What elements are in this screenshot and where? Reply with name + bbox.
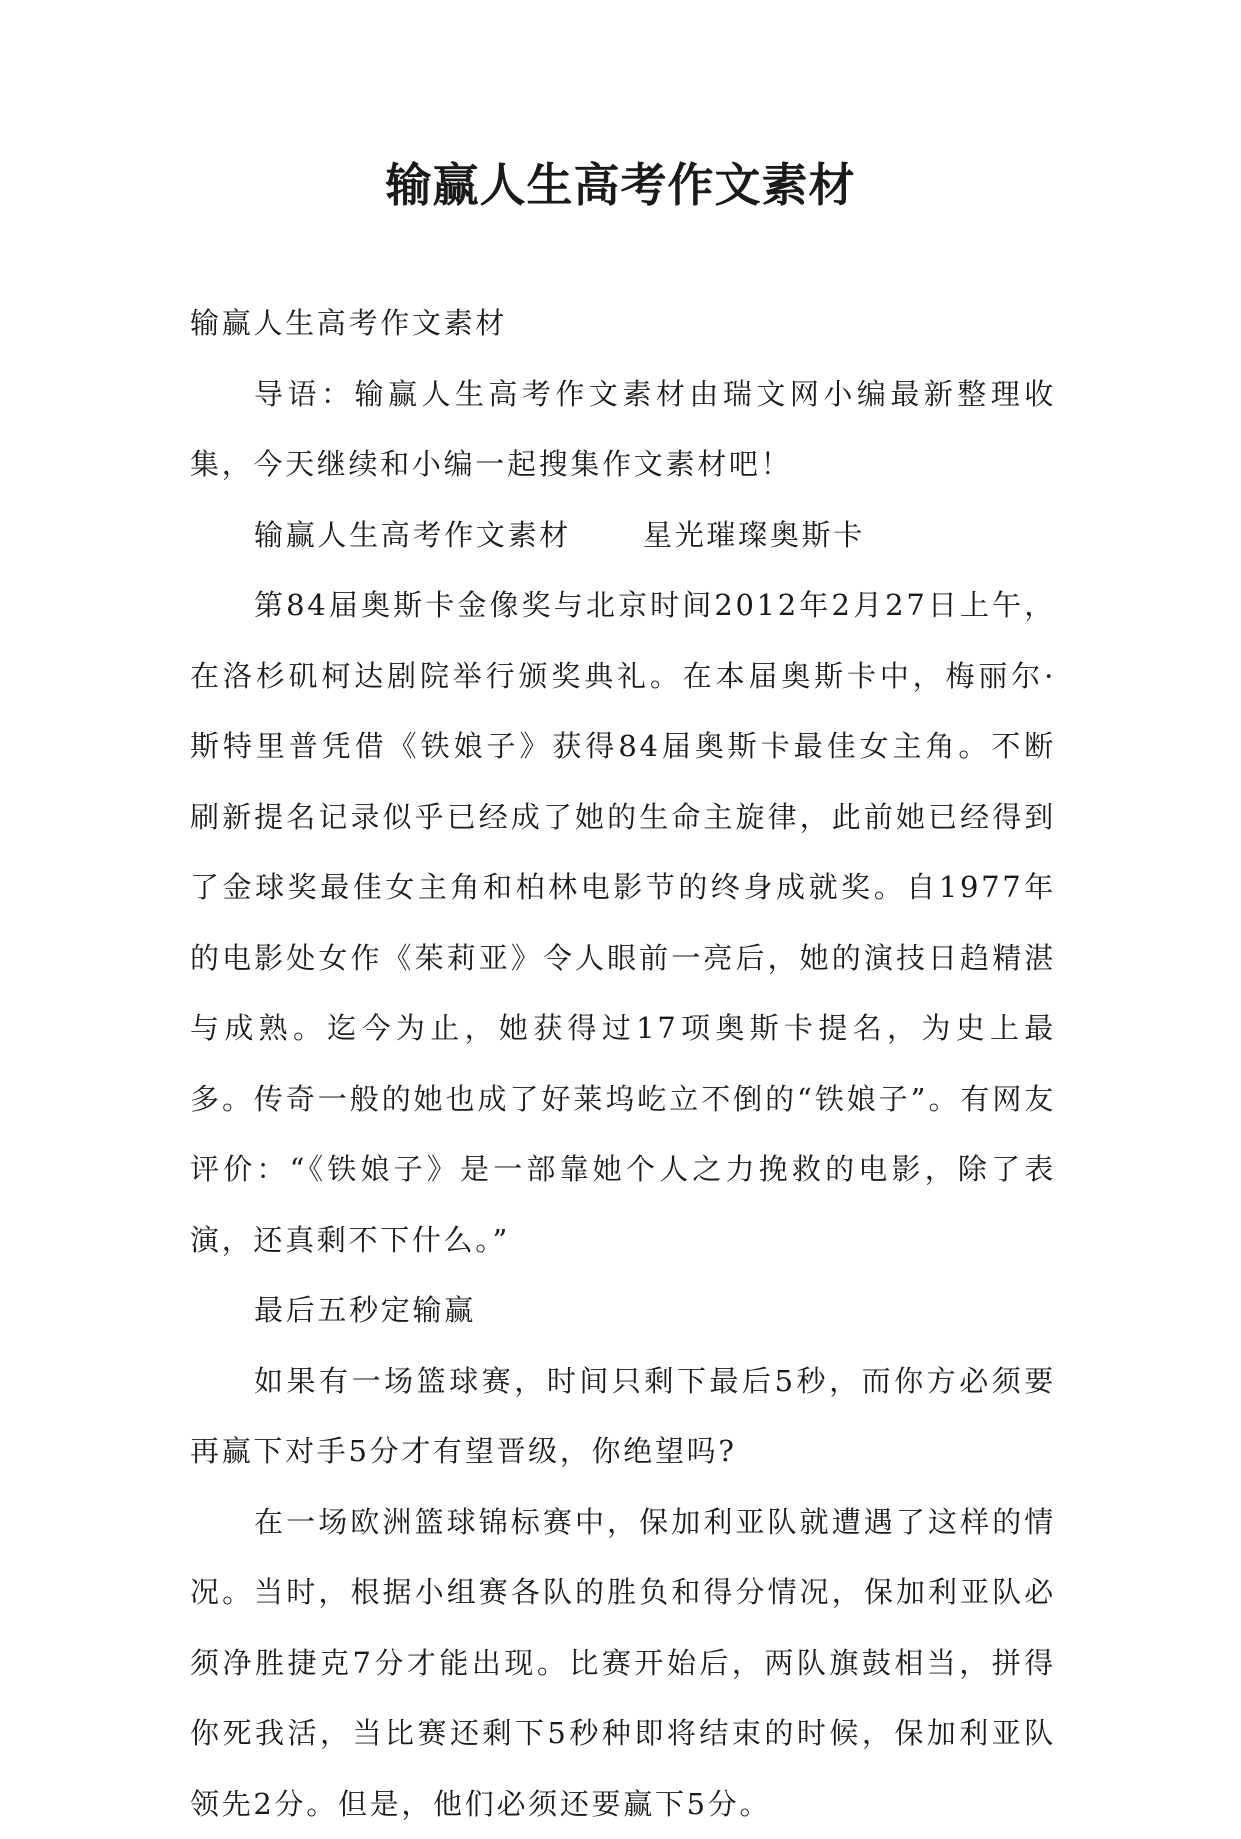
- intro-paragraph: 导语：输赢人生高考作文素材由瑞文网小编最新整理收集，今天继续和小编一起搜集作文素材吧！: [190, 359, 1056, 500]
- document-body: [190, 288, 1056, 1839]
- basketball-paragraph-2: 在一场欧洲篮球锦标赛中，保加利亚队就遭遇了这样的情况。当时，根据小组赛各队的胜负和得分情况，保加利亚队必须净胜捷克7分才能出现。比赛开始后，两队旗鼓相当，拼得你死我活，当比赛还剩下5秒种即将结束的时候，保加利亚队领先2分。但是，他们必须还要赢下5分。: [190, 1487, 1056, 1839]
- section-heading-basketball: 最后五秒定输赢: [190, 1275, 1056, 1346]
- section-heading-left: 输赢人生高考作文素材: [254, 518, 571, 552]
- document-subtitle: 输赢人生高考作文素材: [190, 288, 1056, 359]
- section-heading: [190, 500, 1056, 571]
- section-heading-right: 星光璀璨奥斯卡: [643, 518, 865, 552]
- oscar-paragraph: 第84届奥斯卡金像奖与北京时间2012年2月27日上午，在洛杉矶柯达剧院举行颁奖典礼。在本届奥斯卡中，梅丽尔·斯特里普凭借《铁娘子》获得84届奥斯卡最佳女主角。不断刷新提名记录似乎已经成了她的生命主旋律，此前她已经得到了金球奖最佳女主角和柏林电影节的终身成就奖。自1977年的电影处女作《茱莉亚》令人眼前一亮后，她的演技日趋精湛与成熟。迄今为止，她获得过17项奥斯卡提名，为史上最多。传奇一般的她也成了好莱坞屹立不倒的“铁娘子”。有网友评价：“《铁娘子》是一部靠她个人之力挽救的电影，除了表演，还真剩不下什么。”: [190, 570, 1056, 1275]
- basketball-paragraph-1: 如果有一场篮球赛，时间只剩下最后5秒，而你方必须要再赢下对手5分才有望晋级，你绝望吗?: [190, 1346, 1056, 1487]
- document-title: 输赢人生高考作文素材: [0, 150, 1241, 220]
